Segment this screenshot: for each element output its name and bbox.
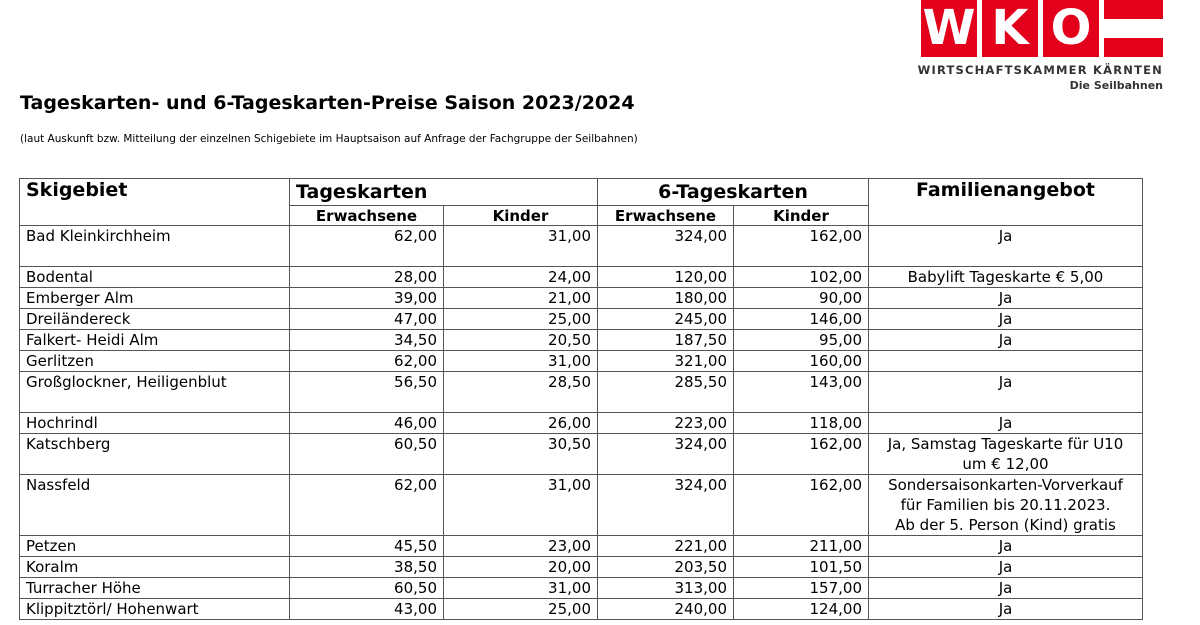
cell-6-tageskarte-kinder: 143,00 — [734, 372, 869, 413]
table-row — [20, 578, 1143, 599]
familienangebot-line: Ja — [998, 289, 1013, 307]
price-table-body — [20, 226, 1143, 620]
page-subtitle: (laut Auskunft bzw. Mitteilung der einzelnen Schigebiete im Hauptsaison auf Anfrage der Fachgruppe der Seilbahnen) — [20, 133, 638, 145]
table-row — [20, 309, 1143, 330]
cell-tageskarte-erwachsene: 56,50 — [290, 372, 444, 413]
cell-6-tageskarte-erwachsene: 324,00 — [598, 434, 734, 475]
familienangebot-line: für Familien bis 20.11.2023. — [900, 496, 1111, 514]
familienangebot-line: um € 12,00 — [962, 455, 1049, 473]
cell-skigebiet: Großglockner, Heiligenblut — [20, 372, 290, 413]
cell-tageskarte-erwachsene: 62,00 — [290, 351, 444, 372]
cell-6-tageskarte-kinder: 101,50 — [734, 557, 869, 578]
cell-tageskarte-erwachsene: 47,00 — [290, 309, 444, 330]
table-row — [20, 226, 1143, 267]
price-table — [19, 178, 1143, 620]
cell-tageskarte-kinder: 30,50 — [444, 434, 598, 475]
cell-tageskarte-kinder: 23,00 — [444, 536, 598, 557]
familienangebot-line: Ja — [998, 414, 1013, 432]
table-row — [20, 536, 1143, 557]
austrian-flag-icon — [1104, 0, 1163, 57]
wko-logo-mark — [921, 0, 1163, 60]
familienangebot-line: Ja — [998, 600, 1013, 618]
header-6-tageskarten: 6-Tageskarten — [598, 179, 869, 206]
cell-tageskarte-kinder: 20,00 — [444, 557, 598, 578]
cell-6-tageskarte-erwachsene: 324,00 — [598, 475, 734, 536]
cell-skigebiet: Bad Kleinkirchheim — [20, 226, 290, 267]
table-row — [20, 288, 1143, 309]
cell-6-tageskarte-erwachsene: 321,00 — [598, 351, 734, 372]
familienangebot-line: Ja — [998, 310, 1013, 328]
cell-familienangebot — [869, 599, 1143, 620]
cell-skigebiet: Petzen — [20, 536, 290, 557]
cell-tageskarte-kinder: 31,00 — [444, 226, 598, 267]
logo-division-name: Die Seilbahnen — [1069, 79, 1163, 92]
cell-tageskarte-erwachsene: 60,50 — [290, 434, 444, 475]
cell-familienangebot — [869, 536, 1143, 557]
cell-skigebiet: Klippitztörl/ Hohenwart — [20, 599, 290, 620]
cell-skigebiet: Koralm — [20, 557, 290, 578]
cell-6-tageskarte-kinder: 90,00 — [734, 288, 869, 309]
cell-6-tageskarte-erwachsene: 180,00 — [598, 288, 734, 309]
cell-familienangebot — [869, 267, 1143, 288]
familienangebot-line: Ja, Samstag Tageskarte für U10 — [887, 435, 1124, 453]
familienangebot-line: Ja — [998, 579, 1013, 597]
cell-6-tageskarte-kinder: 124,00 — [734, 599, 869, 620]
cell-tageskarte-kinder: 21,00 — [444, 288, 598, 309]
logo-letter-o: O — [1043, 0, 1099, 57]
familienangebot-line: Babylift Tageskarte € 5,00 — [907, 268, 1104, 286]
cell-familienangebot — [869, 330, 1143, 351]
table-row — [20, 434, 1143, 475]
cell-tageskarte-erwachsene: 45,50 — [290, 536, 444, 557]
cell-familienangebot — [869, 413, 1143, 434]
cell-skigebiet: Dreiländereck — [20, 309, 290, 330]
cell-tageskarte-erwachsene: 34,50 — [290, 330, 444, 351]
table-row — [20, 330, 1143, 351]
wko-logo — [917, 0, 1163, 94]
cell-familienangebot — [869, 372, 1143, 413]
page-title: Tageskarten- und 6-Tageskarten-Preise Saison 2023/2024 — [20, 92, 635, 114]
cell-6-tageskarte-erwachsene: 187,50 — [598, 330, 734, 351]
cell-tageskarte-kinder: 31,00 — [444, 578, 598, 599]
logo-letter-k: K — [982, 0, 1038, 57]
table-row — [20, 599, 1143, 620]
cell-tageskarte-kinder: 31,00 — [444, 475, 598, 536]
cell-familienangebot — [869, 226, 1143, 267]
cell-skigebiet: Emberger Alm — [20, 288, 290, 309]
familienangebot-line: Ja — [998, 331, 1013, 349]
familienangebot-line: Ja — [998, 373, 1013, 391]
cell-tageskarte-erwachsene: 38,50 — [290, 557, 444, 578]
cell-tageskarte-erwachsene: 60,50 — [290, 578, 444, 599]
familienangebot-line: Ja — [998, 558, 1013, 576]
table-row — [20, 475, 1143, 536]
cell-6-tageskarte-erwachsene: 221,00 — [598, 536, 734, 557]
cell-tageskarte-kinder: 20,50 — [444, 330, 598, 351]
cell-skigebiet: Bodental — [20, 267, 290, 288]
cell-tageskarte-kinder: 26,00 — [444, 413, 598, 434]
cell-skigebiet: Nassfeld — [20, 475, 290, 536]
cell-6-tageskarte-kinder: 95,00 — [734, 330, 869, 351]
header-familienangebot: Familienangebot — [869, 179, 1143, 226]
cell-6-tageskarte-erwachsene: 203,50 — [598, 557, 734, 578]
cell-familienangebot — [869, 475, 1143, 536]
cell-6-tageskarte-kinder: 162,00 — [734, 434, 869, 475]
cell-tageskarte-kinder: 25,00 — [444, 599, 598, 620]
cell-skigebiet: Falkert- Heidi Alm — [20, 330, 290, 351]
cell-skigebiet: Gerlitzen — [20, 351, 290, 372]
header-6-tageskarten-kinder: Kinder — [734, 206, 869, 226]
table-row — [20, 557, 1143, 578]
familienangebot-line: Ja — [998, 227, 1013, 245]
cell-6-tageskarte-kinder: 162,00 — [734, 475, 869, 536]
cell-6-tageskarte-erwachsene: 285,50 — [598, 372, 734, 413]
logo-organisation-name: WIRTSCHAFTSKAMMER KÄRNTEN — [917, 63, 1163, 77]
cell-6-tageskarte-erwachsene: 324,00 — [598, 226, 734, 267]
table-row — [20, 413, 1143, 434]
cell-familienangebot — [869, 288, 1143, 309]
cell-6-tageskarte-kinder: 102,00 — [734, 267, 869, 288]
cell-tageskarte-erwachsene: 28,00 — [290, 267, 444, 288]
cell-tageskarte-erwachsene: 39,00 — [290, 288, 444, 309]
header-tageskarten-kinder: Kinder — [444, 206, 598, 226]
cell-6-tageskarte-kinder: 118,00 — [734, 413, 869, 434]
cell-familienangebot — [869, 557, 1143, 578]
familienangebot-line: Ja — [998, 537, 1013, 555]
cell-skigebiet: Turracher Höhe — [20, 578, 290, 599]
header-skigebiet: Skigebiet — [20, 179, 290, 226]
cell-tageskarte-erwachsene: 43,00 — [290, 599, 444, 620]
cell-6-tageskarte-kinder: 146,00 — [734, 309, 869, 330]
table-row — [20, 372, 1143, 413]
cell-6-tageskarte-kinder: 160,00 — [734, 351, 869, 372]
cell-familienangebot — [869, 351, 1143, 372]
cell-tageskarte-erwachsene: 62,00 — [290, 475, 444, 536]
cell-tageskarte-kinder: 24,00 — [444, 267, 598, 288]
table-row — [20, 351, 1143, 372]
familienangebot-line: Sondersaisonkarten-Vorverkauf — [888, 476, 1123, 494]
cell-6-tageskarte-erwachsene: 240,00 — [598, 599, 734, 620]
cell-tageskarte-kinder: 31,00 — [444, 351, 598, 372]
cell-familienangebot — [869, 434, 1143, 475]
cell-6-tageskarte-erwachsene: 120,00 — [598, 267, 734, 288]
cell-6-tageskarte-kinder: 157,00 — [734, 578, 869, 599]
logo-letter-w: W — [922, 0, 976, 56]
table-row — [20, 267, 1143, 288]
cell-6-tageskarte-erwachsene: 223,00 — [598, 413, 734, 434]
header-6-tageskarten-erwachsene: Erwachsene — [598, 206, 734, 226]
cell-skigebiet: Hochrindl — [20, 413, 290, 434]
cell-tageskarte-kinder: 28,50 — [444, 372, 598, 413]
cell-tageskarte-erwachsene: 46,00 — [290, 413, 444, 434]
cell-6-tageskarte-erwachsene: 313,00 — [598, 578, 734, 599]
cell-skigebiet: Katschberg — [20, 434, 290, 475]
cell-6-tageskarte-erwachsene: 245,00 — [598, 309, 734, 330]
cell-tageskarte-kinder: 25,00 — [444, 309, 598, 330]
cell-familienangebot — [869, 309, 1143, 330]
table-header-row-groups — [20, 179, 1143, 206]
cell-familienangebot — [869, 578, 1143, 599]
cell-6-tageskarte-kinder: 211,00 — [734, 536, 869, 557]
header-tageskarten: Tageskarten — [290, 179, 598, 206]
familienangebot-line: Ab der 5. Person (Kind) gratis — [895, 516, 1116, 534]
header-tageskarten-erwachsene: Erwachsene — [290, 206, 444, 226]
cell-tageskarte-erwachsene: 62,00 — [290, 226, 444, 267]
cell-6-tageskarte-kinder: 162,00 — [734, 226, 869, 267]
